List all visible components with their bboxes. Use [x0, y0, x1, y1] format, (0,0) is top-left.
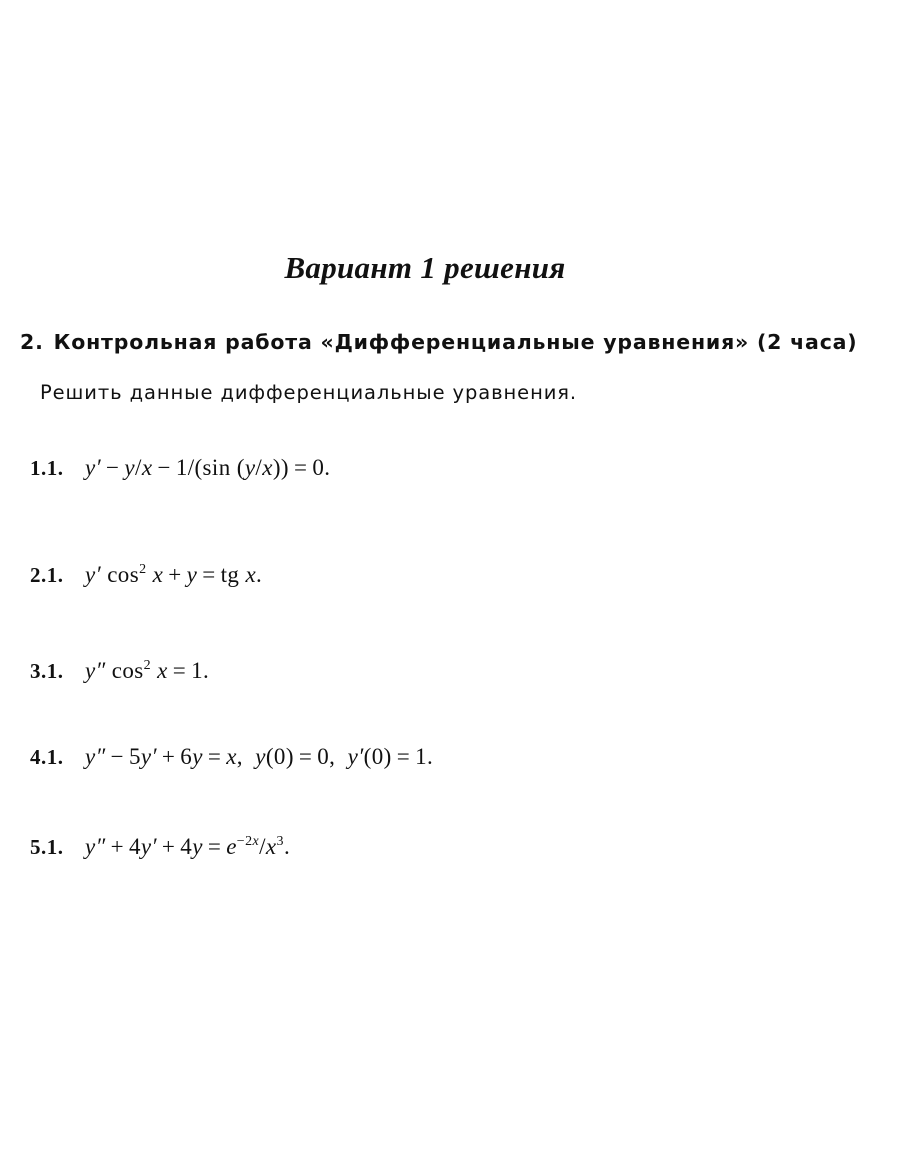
section-number: 2. — [20, 330, 44, 354]
problem-number: 2.1. — [30, 563, 64, 587]
section-heading-text: Контрольная работа «Дифференциальные уравнения» (2 часа) — [53, 330, 858, 354]
problem-number: 4.1. — [30, 745, 64, 769]
section-heading — [20, 330, 857, 354]
problem-formula: y″ $\cos^2 x = 1$. — [85, 658, 210, 683]
problem-2 — [30, 562, 262, 588]
problem-formula: y″ − 5y′ + 6y = x, y(0) = 0, y′(0) = 1. — [85, 744, 434, 769]
problem-number: 3.1. — [30, 659, 64, 683]
problem-formula: y′ $\cos^2 x + y$ = tg x. — [85, 562, 263, 587]
problem-5 — [30, 834, 290, 860]
problem-3 — [30, 658, 209, 684]
problem-number: 1.1. — [30, 456, 64, 480]
problem-4 — [30, 744, 433, 770]
page-title: Вариант 1 решения — [284, 250, 566, 285]
problem-formula: $y'' + 4y' + 4y = e^{-2x}/x^3$. — [85, 834, 291, 859]
instruction-text: Решить данные дифференциальные уравнения. — [40, 381, 578, 404]
problem-formula: y′ − y/x − 1/(sin (y/x)) = 0. — [85, 455, 331, 480]
problem-1 — [30, 455, 330, 481]
problem-number: 5.1. — [30, 835, 64, 859]
